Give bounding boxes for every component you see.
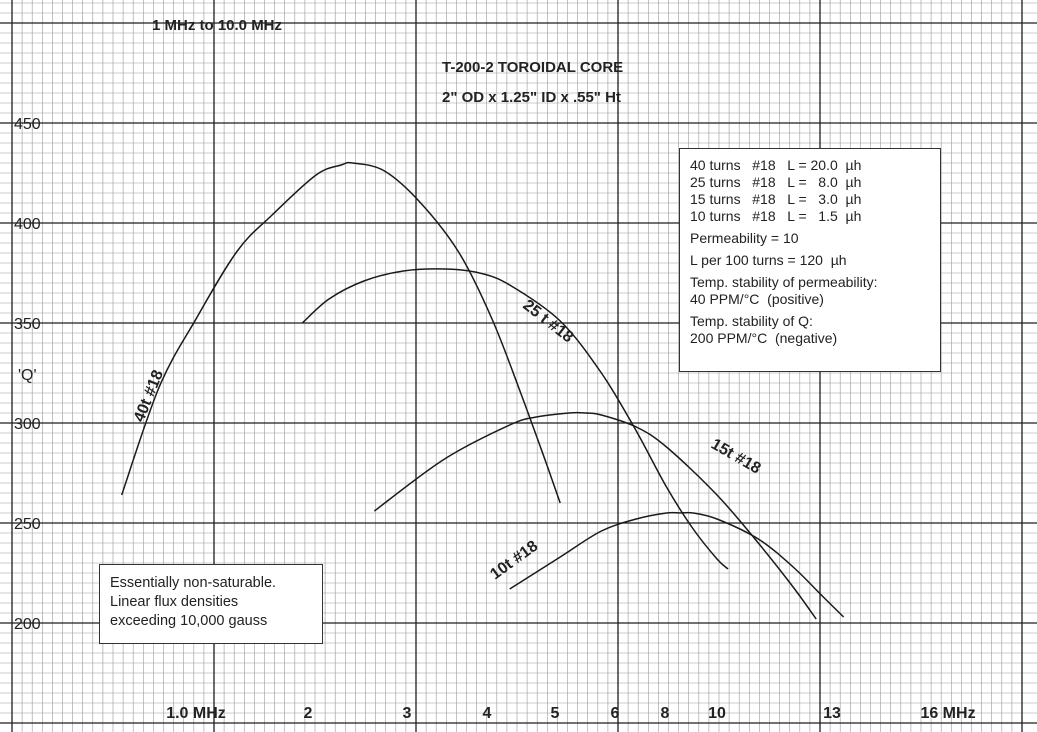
y-tick-label: 300 bbox=[14, 416, 41, 433]
y-tick-label: 250 bbox=[14, 516, 41, 533]
spec-turns-40: 40 turns #18 L = 20.0 µh bbox=[690, 157, 862, 173]
spec-temp-perm-value: 40 PPM/°C (positive) bbox=[690, 291, 824, 307]
series-label-40t: 40t #18 bbox=[130, 367, 168, 425]
y-tick-label: 450 bbox=[14, 116, 41, 133]
y-tick-label: 400 bbox=[14, 216, 41, 233]
x-tick-label: 16 MHz bbox=[920, 705, 976, 722]
spec-temp-perm-heading: Temp. stability of permeability: bbox=[690, 274, 878, 290]
spec-turns-10: 10 turns #18 L = 1.5 µh bbox=[690, 208, 862, 224]
x-tick-label: 3 bbox=[402, 705, 412, 722]
chart-subtitle: 2" OD x 1.25" ID x .55" Ht bbox=[442, 89, 621, 106]
saturation-note-box bbox=[99, 564, 323, 644]
spec-temp-q-value: 200 PPM/°C (negative) bbox=[690, 330, 838, 346]
note-line-2: Linear flux densities bbox=[110, 594, 239, 610]
y-tick-label: 350 bbox=[14, 316, 41, 333]
note-line-1: Essentially non-saturable. bbox=[110, 575, 277, 591]
x-tick-label: 1.0 MHz bbox=[166, 705, 226, 722]
x-tick-label: 6 bbox=[610, 705, 620, 722]
x-tick-label: 13 bbox=[823, 705, 841, 722]
series-label-10t: 10t #18 bbox=[487, 537, 542, 584]
note-line-3: exceeding 10,000 gauss bbox=[110, 613, 268, 629]
spec-turns-15: 15 turns #18 L = 3.0 µh bbox=[690, 191, 862, 207]
spec-turns-25: 25 turns #18 L = 8.0 µh bbox=[690, 174, 862, 190]
spec-temp-q-heading: Temp. stability of Q: bbox=[690, 313, 813, 329]
x-tick-label: 4 bbox=[482, 705, 492, 722]
x-tick-label: 5 bbox=[550, 705, 560, 722]
frequency-range-label: 1 MHz to 10.0 MHz bbox=[152, 17, 283, 34]
spec-permeability: Permeability = 10 bbox=[690, 230, 799, 246]
series-label-15t: 15t #18 bbox=[708, 435, 764, 478]
spec-l-per-100-turns: L per 100 turns = 120 µh bbox=[690, 252, 847, 268]
x-tick-label: 2 bbox=[303, 705, 313, 722]
chart-title: T-200-2 TOROIDAL CORE bbox=[442, 59, 624, 76]
x-tick-label: 8 bbox=[660, 705, 670, 722]
x-tick-label: 10 bbox=[708, 705, 726, 722]
core-specifications-box bbox=[679, 148, 941, 372]
y-tick-label: 200 bbox=[14, 616, 41, 633]
series-label-25t: 25 t #18 bbox=[519, 296, 577, 347]
y-axis-label: 'Q' bbox=[18, 367, 37, 384]
